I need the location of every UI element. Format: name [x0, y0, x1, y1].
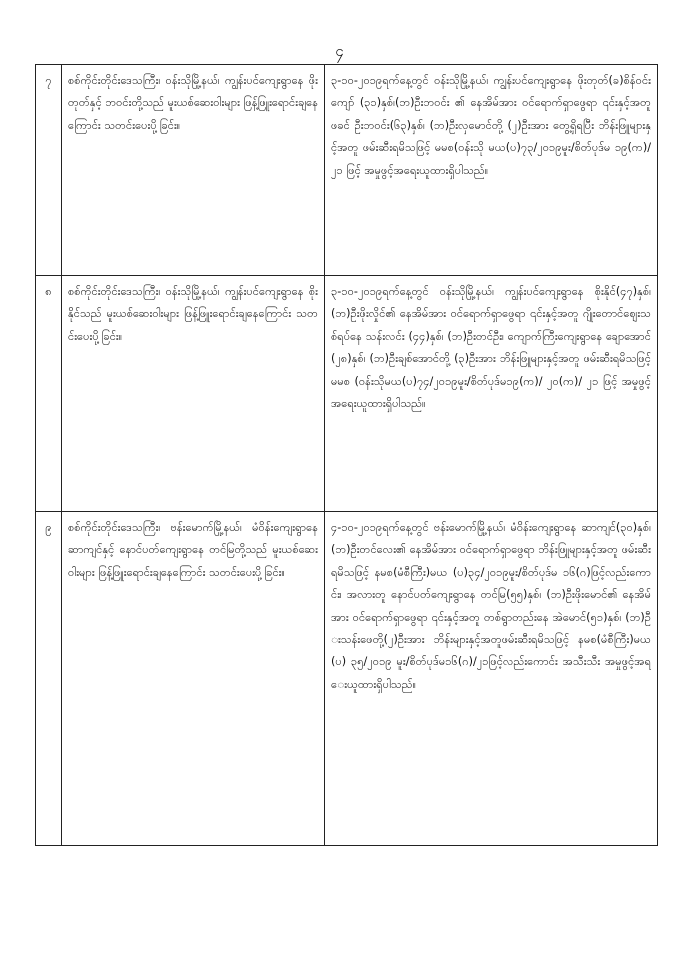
page-number: ၄: [335, 42, 344, 60]
row-subject: စစ်ကိုင်းတိုင်းဒေသကြီး၊ ဝန်းသိုမြို့နယ်၊ ကျွန်းပင်ကျေးရွာနေ စိုးနိုင်သည် မူးယစ်ဆေးဝါးများ ဖြန့်ဖြူးရောင်းချနေကြောင်း သတင်းပေးပို့ခြင်း။: [62, 276, 325, 512]
row-subject: စစ်ကိုင်းတိုင်းဒေသကြီး၊ ဗန်းမောက်မြို့နယ်၊ မံဝိန်းကျေးရွာနေ ဆာကျင်နှင့် နောင်ပတ်ကျေးရွာနေ တင်မြတို့သည် မူးယစ်ဆေးဝါးများ ဖြန့်ဖြူးရောင်းချနေကြောင်း သတင်းပေးပို့ခြင်း။: [62, 512, 325, 846]
row-action: ၃-၁၀-၂၀၁၉ရက်နေ့တွင် ဝန်းသိုမြို့နယ်၊ ကျွန်းပင်ကျေးရွာနေ ဖိုးတုတ်(ခ)စိန်ဝင်းကျော် (၃၁)နှစ်၊(ဘ)ဦးဘဝင်း ၏ နေအိမ်အား ဝင်ရောက်ရှာဖွေရာ ၎င်းနှင့်အတူ ဖခင် ဦးဘဝင်း(၆၃)နှစ်၊ (ဘ)ဦးလှမောင်တို့ (၂)ဦးအား တွေ့ရှိရပြီး ဘိန်းဖြူများနှင့်အတူ ဖမ်းဆီးရမိသဖြင့် မမစ(ဝန်းသို မယ(ပ)၇၃/၂၀၁၉မူး/စိတ်ပုဒ်မ ၁၉(က)/၂၁ ဖြင့် အမှုဖွင့်အရေးယူထားရှိပါသည်။: [325, 65, 658, 276]
row-number: ၉: [36, 512, 62, 846]
table-row: [36, 276, 658, 512]
row-action: ၃-၁၀-၂၀၁၉ရက်နေ့တွင် ဝန်းသိုမြို့နယ်၊ ကျွန်းပင်ကျေးရွာနေ စိုးနိုင်(၄၇)နှစ်၊ (ဘ)ဦးဖိုးလှိုင်၏ နေအိမ်အား ဝင်ရောက်ရှာဖွေရာ ၎င်းနှင့်အတူ ဂျိုးတောင်ဈေးသစ်ရပ်နေ သန်းလင်း (၄၄)နှစ်၊ (ဘ)ဦးတင်ဦး၊ ကျောက်ကြီးကျေးရွာနေ ချောအောင်(၂၈)နှစ်၊ (ဘ)ဦးချစ်အောင်တို့ (၃)ဦးအား ဘိန်းဖြူများနှင့်အတူ ဖမ်းဆီးရမိသဖြင့် မမစ (ဝန်းသိုမယ(ပ)၇၄/၂၀၁၉မူး/စိတ်ပုဒ်မ၁၉(က)/ ၂၀(က)/ ၂၁ ဖြင့် အမှုဖွင့်အရေးယူထားရှိပါသည်။: [325, 276, 658, 512]
row-number: ၇: [36, 65, 62, 276]
row-subject: စစ်ကိုင်းတိုင်းဒေသကြီး၊ ဝန်းသိုမြို့နယ်၊ ကျွန်းပင်ကျေးရွာနေ ဖိုးတုတ်နှင့် ဘဝင်းတို့သည် မူးယစ်ဆေးဝါးများ ဖြန့်ဖြူးရောင်းချနေကြောင်း သတင်းပေးပို့ခြင်း။: [62, 65, 325, 276]
row-number: ၈: [36, 276, 62, 512]
report-table: [35, 64, 658, 846]
table-row: [36, 65, 658, 276]
table-row: [36, 512, 658, 846]
row-action: ၄-၁၀-၂၀၁၉ရက်နေ့တွင် ဗန်းမောက်မြို့နယ်၊ မံဝိန်းကျေးရွာနေ ဆာကျင်(၃၀)နှစ်၊ (ဘ)ဦးတင်လေး၏ နေအိမ်အား ဝင်ရောက်ရှာဖွေရာ ဘိန်းဖြူများနှင့်အတူ ဖမ်းဆီးရမိသဖြင့် နမစ(မံစီကြီး)မယ (ပ)၃၄/၂၀၁၉မူး/စိတ်ပုဒ်မ ၁၆(ဂ)ဖြင့်လည်းကောင်း၊ အလားတူ နောင်ပတ်ကျေးရွာနေ တင်မြ(၅၅)နှစ်၊ (ဘ)ဦးဖိုးမောင်၏ နေအိမ်အား ဝင်ရောက်ရှာဖွေရာ ၎င်းနှင့်အတူ တစ်ရွာတည်းနေ အဲမောင်(၅၁)နှစ်၊ (ဘ)ဦးသန်းဖေတို့(၂)ဦးအား ဘိန်းများနှင့်အတူဖမ်းဆီးရမိသဖြင့် နမစ(မံစီကြီး)မယ(ပ) ၃၅/၂၀၁၉ မူး/စိတ်ပုဒ်မ၁၆(ဂ)/၂၁ဖြင့်လည်းကောင်း အသီးသီး အမှုဖွင့်အရေးယူထားရှိပါသည်။: [325, 512, 658, 846]
